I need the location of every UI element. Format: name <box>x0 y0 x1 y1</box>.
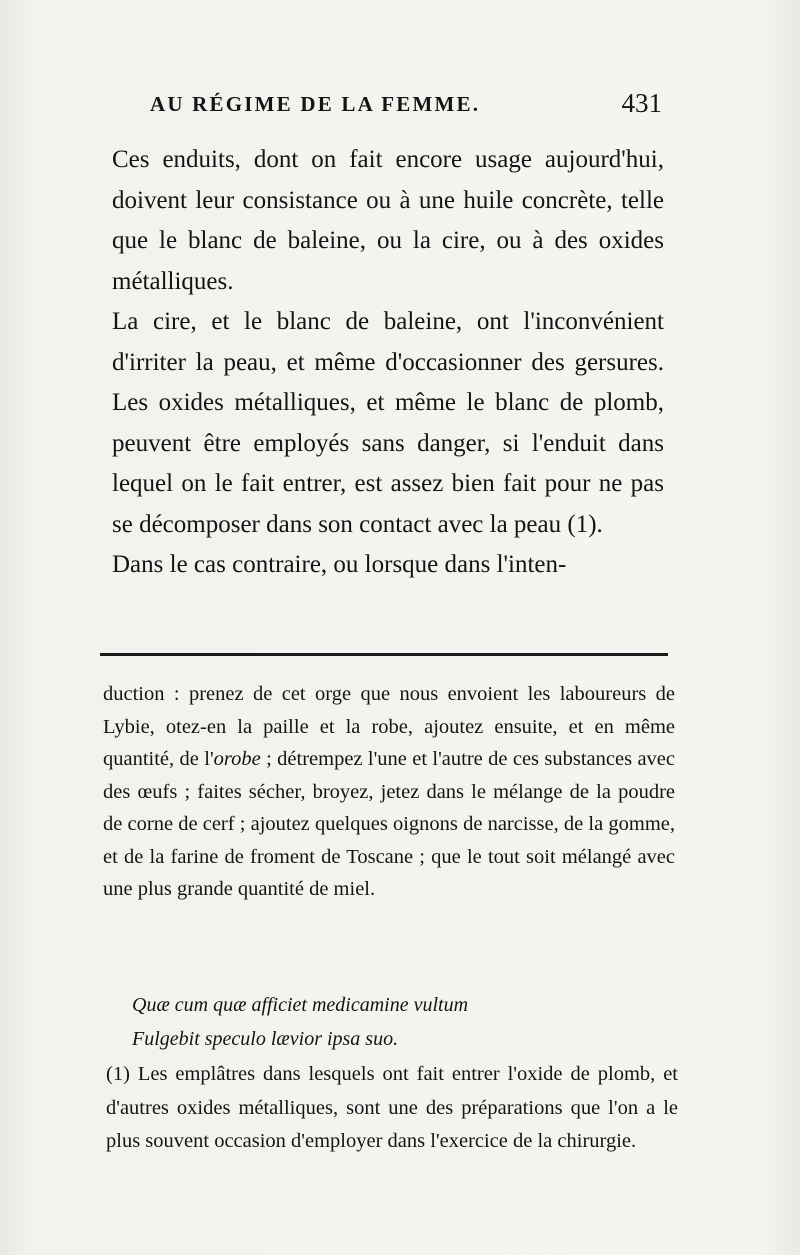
continued-footnote <box>103 678 675 906</box>
page-number: 431 <box>621 88 662 118</box>
footnote-1 <box>106 1058 678 1159</box>
continued-footnote-paragraph <box>103 678 675 906</box>
continued-text-start: duction : prenez de cet orge que nous envoient les laboureurs de Lybie, otez-en la paille et la robe, ajoutez ensuite, et en même quantité, de l' <box>103 683 675 770</box>
main-text <box>112 140 664 586</box>
italic-term: orobe <box>213 748 261 770</box>
running-head: AU RÉGIME DE LA FEMME. <box>150 92 481 116</box>
paragraph-2: La cire, et le blanc de baleine, ont l'inconvénient d'irriter la peau, et même d'occasionner des gersures. Les oxides métalliques, et même le blanc de plomb, peuvent être employés sans danger, si l'enduit dans lequel on le fait entrer, est assez bien fait pour ne pas se décomposer dans son contact avec la peau (1). <box>112 308 664 538</box>
verse-line-2: Fulgebit speculo lævior ipsa suo. <box>132 1028 399 1050</box>
verse-line-1: Quæ cum quæ afficiet medicamine vultum <box>132 994 469 1016</box>
latin-verse <box>132 988 632 1056</box>
footnote-1-text: (1) Les emplâtres dans lesquels ont fait entrer l'oxide de plomb, et d'autres oxides métalliques, sont une des préparations que l'on a le plus souvent occasion d'employer dans l'exercice de la chirurgie. <box>106 1063 678 1152</box>
page-header <box>150 88 662 128</box>
footnote-separator-rule <box>100 653 668 656</box>
paragraph-1: Ces enduits, dont on fait encore usage aujourd'hui, doivent leur consistance ou à une huile concrète, telle que le blanc de baleine, ou la cire, ou à des oxides métalliques. <box>112 146 664 295</box>
paragraph-3: Dans le cas contraire, ou lorsque dans l'inten- <box>112 551 567 578</box>
continued-text-end: ; détrempez l'une et l'autre de ces substances avec des œufs ; faites sécher, broyez, jetez dans le mélange de la poudre de corne de cerf ; ajoutez quelques oignons de narcisse, de la gomme, et de la farine de froment de Toscane ; que le tout soit mélangé avec une plus grande quantité de miel. <box>103 748 675 900</box>
